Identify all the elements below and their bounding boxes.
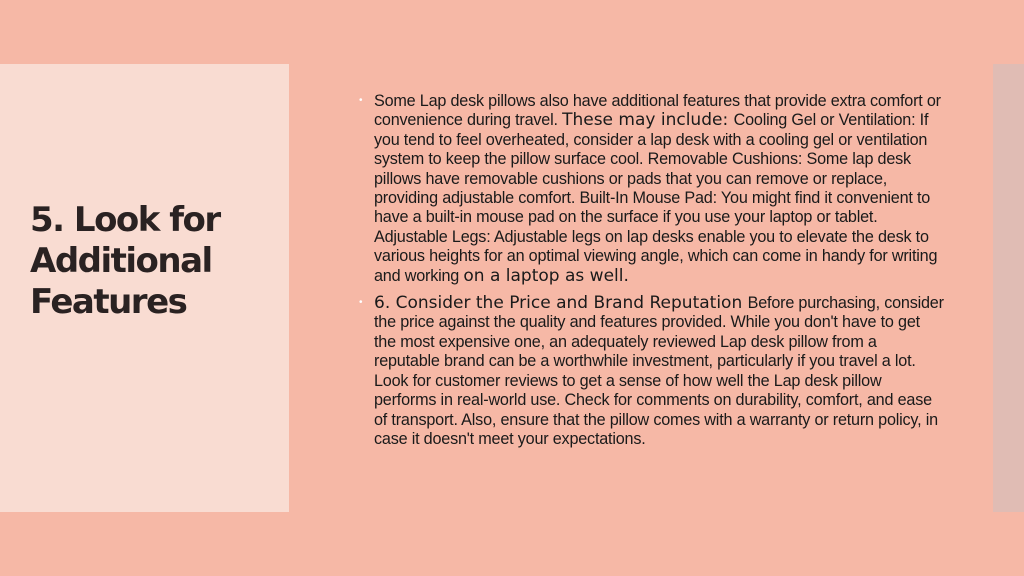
slide-title-line-1: 5. Look for: [30, 200, 220, 240]
bullet-text: Before purchasing, consider the price against the quality and features provided. While you don't have to get the most expensive one, an adequately reviewed Lap desk pillow from a reputable brand can be a worthwhile investment, particularly if you travel a lot. Look for customer reviews to get a sense of how well the Lap desk pillow performs in real-world use. Check for comments on durability, comfort, and ease of transport. Also, ensure that the pillow comes with a warranty or return policy, in case it doesn't meet your expectations.: [374, 294, 944, 448]
bullet-text: Cooling Gel or Ventilation: If you tend to feel overheated, consider a lap desk with a cooling gel or ventilation system to keep the pillow surface cool. Removable Cushions: Some lap desk pillows have removable cushions or pads that you can remove or replace, providing adjustable comfort. Built-In Mouse Pad: You might find it convenient to have a built-in mouse pad on the surface if you use your laptop or tablet. Adjustable Legs: Adjustable legs on lap desks enable you to elevate the desk to various heights for an optimal viewing angle, which can come in handy for writing and working: [374, 111, 938, 285]
slide-body: [356, 92, 946, 457]
bullet-price-brand: [356, 294, 946, 449]
bullet-dot-icon: •: [359, 95, 363, 106]
slide-title-line-2: Additional: [30, 241, 212, 281]
bullet-dot-icon: •: [359, 297, 363, 309]
decorative-strip: [993, 64, 1024, 512]
slide-title: [30, 200, 280, 323]
bullet-heading: 6. Consider the Price and Brand Reputation: [374, 293, 748, 314]
bullet-accent-text: on a laptop as well.: [463, 265, 629, 286]
bullet-accent-text: These may include:: [562, 110, 734, 131]
bullet-text: Some Lap desk pillows also have additional features that provide extra comfort or convenience during travel.: [374, 92, 941, 130]
slide-title-line-3: Features: [30, 282, 187, 322]
bullet-additional-features: [356, 92, 946, 286]
